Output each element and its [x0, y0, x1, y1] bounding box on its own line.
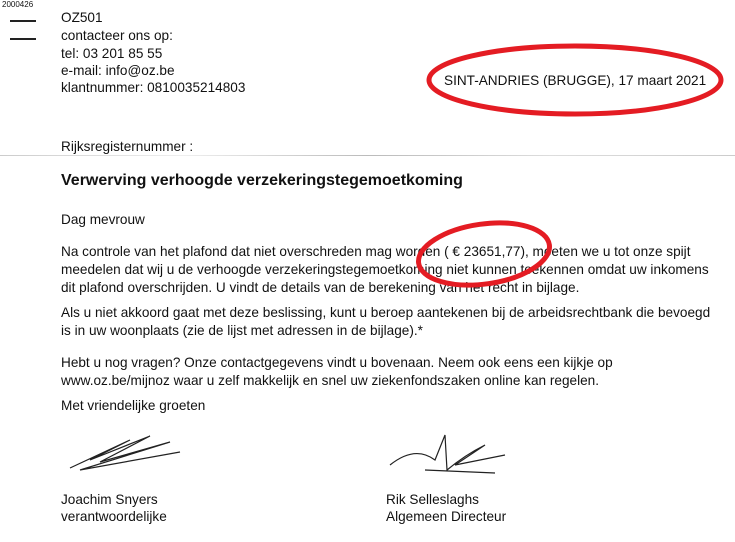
sender: OZ501: [61, 10, 103, 25]
paragraph-line: is in uw woonplaats (zie de lijst met adressen in de bijlage).*: [61, 323, 423, 338]
email: e-mail: info@oz.be: [61, 63, 175, 78]
paragraph-line: meedelen dat wij u de verhoogde verzekeringstegemoetkoming niet kunnen toekennen omdat uw inkomens: [61, 262, 709, 277]
closing: Met vriendelijke groeten: [61, 398, 206, 413]
paragraph-line: Na controle van het plafond dat niet overschreden mag worden ( € 23651,77), moeten we u tot onze spijt: [61, 244, 691, 259]
salutation: Dag mevrouw: [61, 212, 145, 227]
paragraph-line: www.oz.be/mijnoz waar u zelf makkelijk en snel uw ziekenfondszaken online kan regelen.: [61, 373, 599, 388]
document-code: 2000426: [2, 0, 34, 9]
paragraph-line: Als u niet akkoord gaat met deze beslissing, kunt u beroep aantekenen bij de arbeidsrechtbank die bevoegd: [61, 305, 711, 320]
signatory-name: Joachim Snyers: [61, 492, 158, 507]
signatory-role: verantwoordelijke: [61, 509, 167, 524]
signatory-name: Rik Selleslaghs: [386, 492, 479, 507]
subject: Verwerving verhoogde verzekeringstegemoetkoming: [61, 172, 463, 189]
phone: tel: 03 201 85 55: [61, 46, 163, 61]
contact-intro: contacteer ons op:: [61, 28, 173, 43]
place-date: SINT-ANDRIES (BRUGGE), 17 maart 2021: [444, 73, 707, 88]
paragraph-line: Hebt u nog vragen? Onze contactgegevens vindt u bovenaan. Neem ook eens een kijkje op: [61, 355, 613, 370]
amount-circle: [414, 215, 553, 293]
signatory-role: Algemeen Directeur: [386, 509, 507, 524]
national-register-label: Rijksregisternummer :: [61, 139, 194, 154]
date-circle: [429, 46, 721, 114]
paragraph-line: dit plafond overschrijden. U vindt de details van de berekening van het recht in bijlage.: [61, 280, 580, 295]
client-number: klantnummer: 0810035214803: [61, 80, 246, 95]
